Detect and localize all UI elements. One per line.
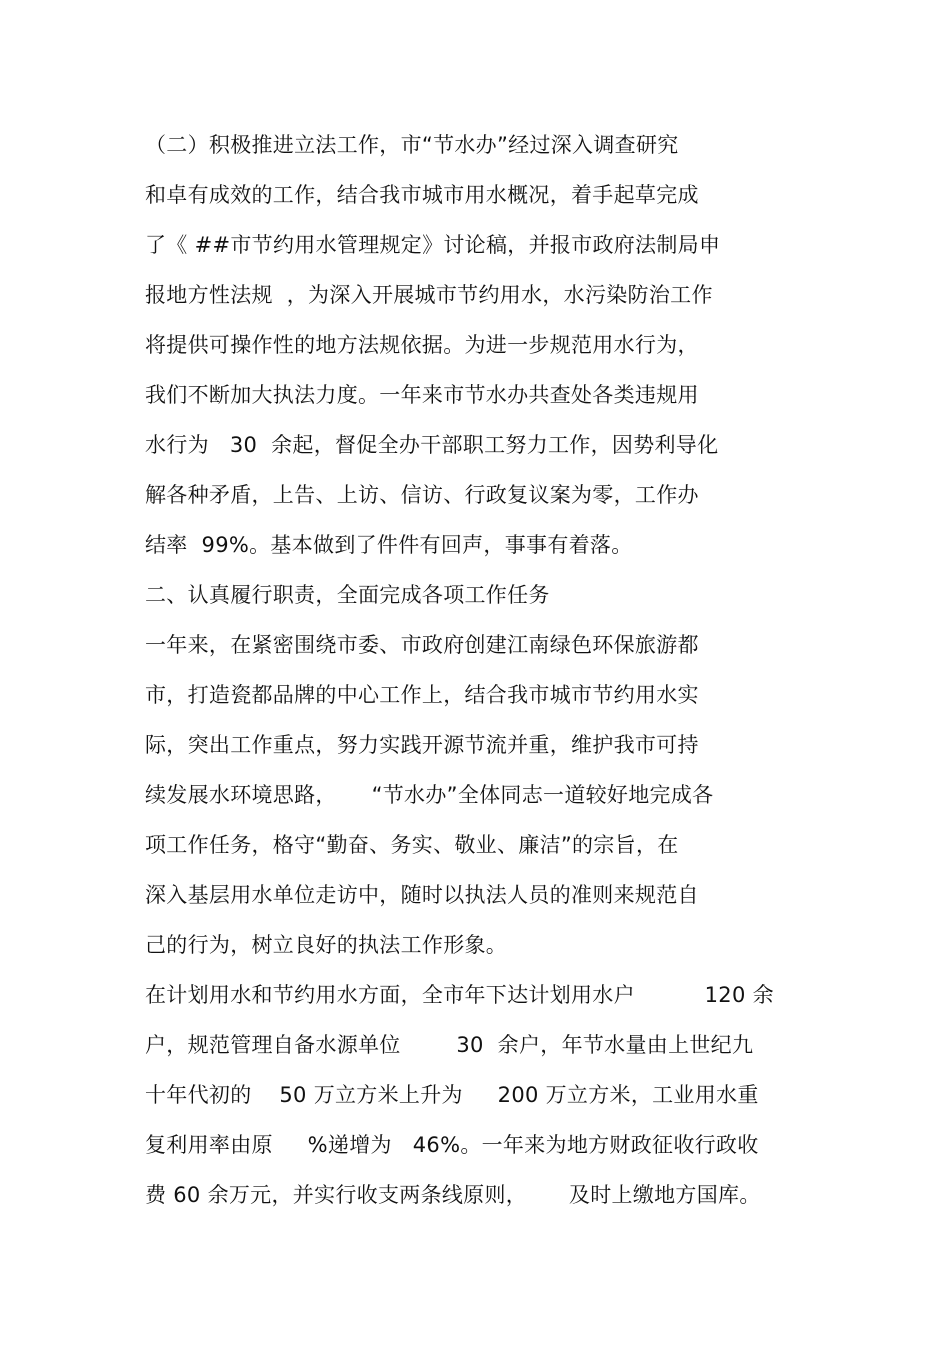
text-line: 市，打造瓷都品牌的中心工作上，结合我市城市节约用水实 bbox=[145, 683, 699, 707]
text-line: 将提供可操作性的地方法规依据。为进一步规范用水行为， bbox=[145, 333, 699, 357]
text-line: 水行为 30 余起，督促全办干部职工努力工作，因势利导化 bbox=[145, 433, 719, 457]
text-line: 己的行为，树立良好的执法工作形象。 bbox=[145, 933, 508, 957]
text-line: 续发展水环境思路， “节水办”全体同志一道较好地完成各 bbox=[145, 783, 714, 807]
text-line: 户，规范管理自备水源单位 30 余户，年节水量由上世纪九 bbox=[145, 1033, 754, 1057]
text-line: 在计划用水和节约用水方面，全市年下达计划用水户 120 余 bbox=[145, 983, 774, 1007]
section-heading: 二、认真履行职责，全面完成各项工作任务 bbox=[145, 583, 550, 607]
text-line: 深入基层用水单位走访中，随时以执法人员的准则来规范自 bbox=[145, 883, 699, 907]
text-line: 解各种矛盾，上告、上访、信访、行政复议案为零，工作办 bbox=[145, 483, 699, 507]
text-line: 项工作任务，格守“勤奋、务实、敬业、廉洁”的宗旨，在 bbox=[145, 833, 679, 857]
text-line: 报地方性法规 ，为深入开展城市节约用水，水污染防治工作 bbox=[145, 283, 713, 307]
text-line: 复利用率由原 %递增为 46%。一年来为地方财政征收行政收 bbox=[145, 1133, 759, 1157]
text-line: 际，突出工作重点，努力实践开源节流并重，维护我市可持 bbox=[145, 733, 699, 757]
text-line: 结率 99%。基本做到了件件有回声，事事有着落。 bbox=[145, 533, 633, 557]
text-line: 了《 ##市节约用水管理规定》讨论稿，并报市政府法制局申 bbox=[145, 233, 721, 257]
text-line: 我们不断加大执法力度。一年来市节水办共查处各类违规用 bbox=[145, 383, 699, 407]
text-line: 一年来，在紧密围绕市委、市政府创建江南绿色环保旅游都 bbox=[145, 633, 699, 657]
text-line: 费 60 余万元，并实行收支两条线原则， 及时上缴地方国库。 bbox=[145, 1183, 761, 1207]
text-line: 和卓有成效的工作，结合我市城市用水概况，着手起草完成 bbox=[145, 183, 699, 207]
text-line: （二）积极推进立法工作，市“节水办”经过深入调查研究 bbox=[145, 133, 679, 157]
body-text bbox=[145, 120, 825, 1220]
text-line: 十年代初的 50 万立方米上升为 200 万立方米，工业用水重 bbox=[145, 1083, 759, 1107]
